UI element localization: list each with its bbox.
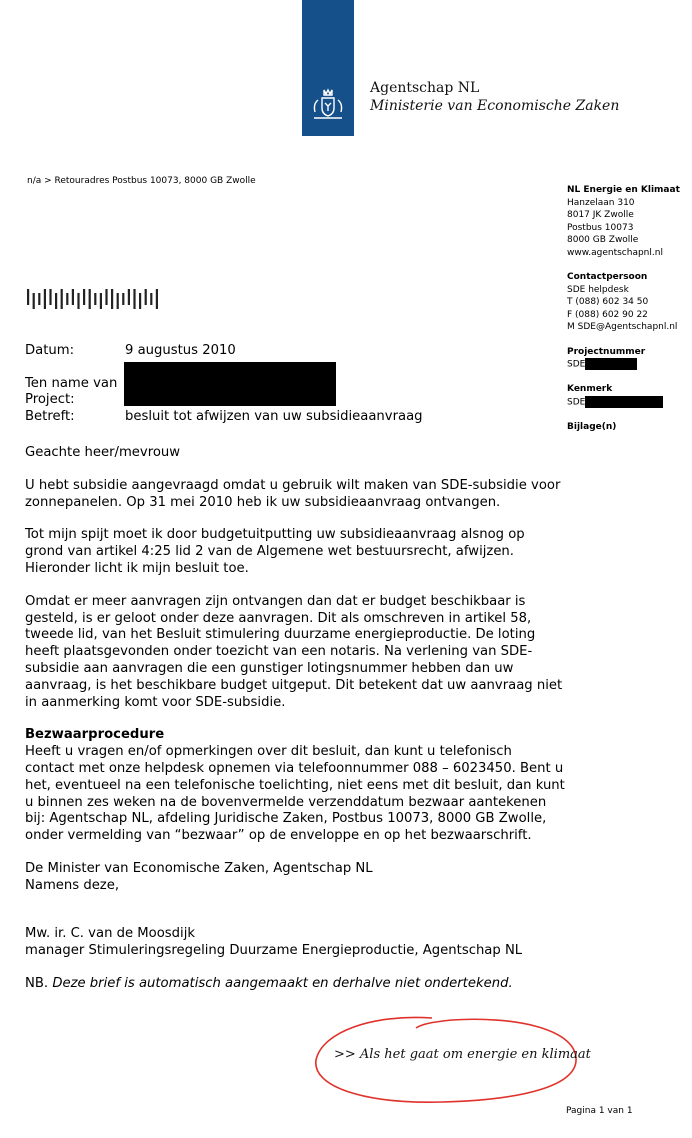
page-number: Pagina 1 van 1 [566, 1106, 633, 1116]
redaction-box [124, 362, 336, 406]
postal-barcode [27, 289, 167, 309]
closing-line: Namens deze, [25, 877, 120, 893]
barcode-bar [117, 293, 119, 309]
nb-label: NB. [25, 975, 49, 991]
barcode-bar [27, 289, 29, 305]
letter-body [25, 445, 565, 895]
barcode-bar [150, 293, 152, 305]
attachments-block [567, 421, 687, 434]
office-title: NL Energie en Klimaat [567, 185, 680, 195]
organization-name [370, 79, 619, 115]
return-address: n/a > Retouradres Postbus 10073, 8000 GB Zwolle [27, 176, 256, 186]
project-number-title: Projectnummer [567, 346, 646, 357]
barcode-bar [72, 289, 74, 305]
contact-title: Contactpersoon [567, 272, 648, 282]
barcode-bar [49, 289, 51, 305]
agency-name: Agentschap NL [370, 80, 480, 96]
sidebar [567, 184, 687, 445]
contact-line: SDE helpdesk [567, 284, 629, 295]
nb-note [25, 976, 565, 993]
barcode-bar [139, 293, 141, 309]
barcode-bar [111, 289, 113, 309]
barcode-bar [122, 293, 124, 305]
paragraph: Tot mijn spijt moet ik door budgetuitputting uw subsidieaanvraag alsnog op grond van artikel 4:25 lid 2 van de Algemene wet bestuursrecht, afwijzen. Hieronder licht ik mijn besluit toe. [25, 527, 525, 576]
redaction-box [585, 358, 637, 370]
reference-block [567, 383, 687, 409]
office-line: 8000 GB Zwolle [567, 235, 639, 245]
barcode-bar [33, 293, 35, 309]
barcode-bar [145, 289, 147, 305]
barcode-bar [38, 293, 40, 305]
barcode-bar [66, 293, 68, 305]
office-line: www.agentschapnl.nl [567, 247, 663, 258]
barcode-bar [133, 289, 135, 309]
salutation: Geachte heer/mevrouw [25, 445, 181, 460]
reference-prefix: SDE [567, 397, 586, 407]
office-line: 8017 JK Zwolle [567, 210, 634, 220]
redaction-box [585, 396, 663, 408]
name-label: Ten name van [25, 375, 118, 391]
project-number-prefix: SDE [567, 359, 586, 370]
project-label: Project: [25, 392, 75, 407]
date-label: Datum: [25, 343, 75, 358]
contact-line: T (088) 602 34 50 [567, 297, 649, 307]
coat-of-arms-icon [308, 84, 348, 124]
subject-value: besluit tot afwijzen van uw subsidieaanvraag [125, 408, 423, 424]
barcode-bar [89, 289, 91, 309]
barcode-bar [100, 293, 102, 309]
nb-text: Deze brief is automatisch aangemaakt en derhalve niet ondertekend. [52, 975, 513, 991]
signatory-title: manager Stimuleringsregeling Duurzame Energieproductie, Agentschap NL [25, 942, 523, 958]
barcode-bar [83, 289, 85, 305]
slogan: >> Als het gaat om energie en klimaat [334, 1047, 591, 1062]
signatory-name: Mw. ir. C. van de Moosdijk [25, 926, 196, 941]
project-number-block [567, 346, 687, 372]
subject-label: Betreft: [25, 408, 75, 424]
office-block [567, 184, 687, 259]
section-heading: Bezwaarprocedure [25, 727, 165, 743]
barcode-bar [128, 289, 130, 305]
paragraph: U hebt subsidie aangevraagd omdat u gebruik wilt maken van SDE-subsidie voor zonnepanelen. Op 31 mei 2010 heb ik uw subsidieaanvraag ontvangen. [25, 477, 561, 510]
barcode-bar [94, 293, 96, 305]
barcode-bar [55, 293, 57, 309]
attachments-title: Bijlage(n) [567, 421, 617, 432]
contact-block [567, 271, 687, 334]
closing-line: De Minister van Economische Zaken, Agentschap NL [25, 860, 373, 876]
logo-bar [302, 0, 354, 136]
date-row [25, 343, 423, 360]
contact-line: M SDE@Agentschapnl.nl [567, 322, 678, 332]
signature-block [25, 926, 565, 992]
barcode-bar [44, 289, 46, 309]
barcode-bar [77, 293, 79, 309]
barcode-bar [61, 289, 63, 309]
office-line: Hanzelaan 310 [567, 197, 635, 208]
barcode-bar [105, 289, 107, 305]
subject-row [25, 409, 423, 426]
reference-title: Kenmerk [567, 384, 613, 394]
contact-line: F (088) 602 90 22 [567, 309, 648, 320]
paragraph: Heeft u vragen en/of opmerkingen over dit besluit, dan kunt u telefonisch contact met onze helpdesk opnemen via telefoonnummer 088 – 6023450. Bent u het, eventueel na een telefonische toelichting, niet eens met dit besluit, dan kunt u binnen zes weken na de bovenvermelde verzenddatum bezwaar aantekenen bij: Agentschap NL, afdeling Juridische Zaken, Postbus 10073, 8000 GB Zwolle, onder vermelding van “bezwaar” op de enveloppe en op het bezwaarschrift. [25, 744, 565, 844]
date-value: 9 augustus 2010 [125, 343, 236, 358]
office-line: Postbus 10073 [567, 222, 634, 233]
barcode-bar [156, 289, 158, 309]
ministry-name: Ministerie van Economische Zaken [370, 98, 620, 114]
paragraph: Omdat er meer aanvragen zijn ontvangen dan dat er budget beschikbaar is gesteld, is er geloot onder deze aanvragen. Dit als omschreven in artikel 58, tweede lid, van het Besluit stimulering duurzame energieproductie. De loting heeft plaatsgevonden onder toezicht van een notaris. Na verlening van SDE-subsidie aan aanvragen die een gunstiger lotingsnummer hebben dan uw aanvraag, is het beschikbare budget uitgeput. Dit betekent dat uw aanvraag niet in aanmerking komt voor SDE-subsidie. [25, 593, 563, 710]
